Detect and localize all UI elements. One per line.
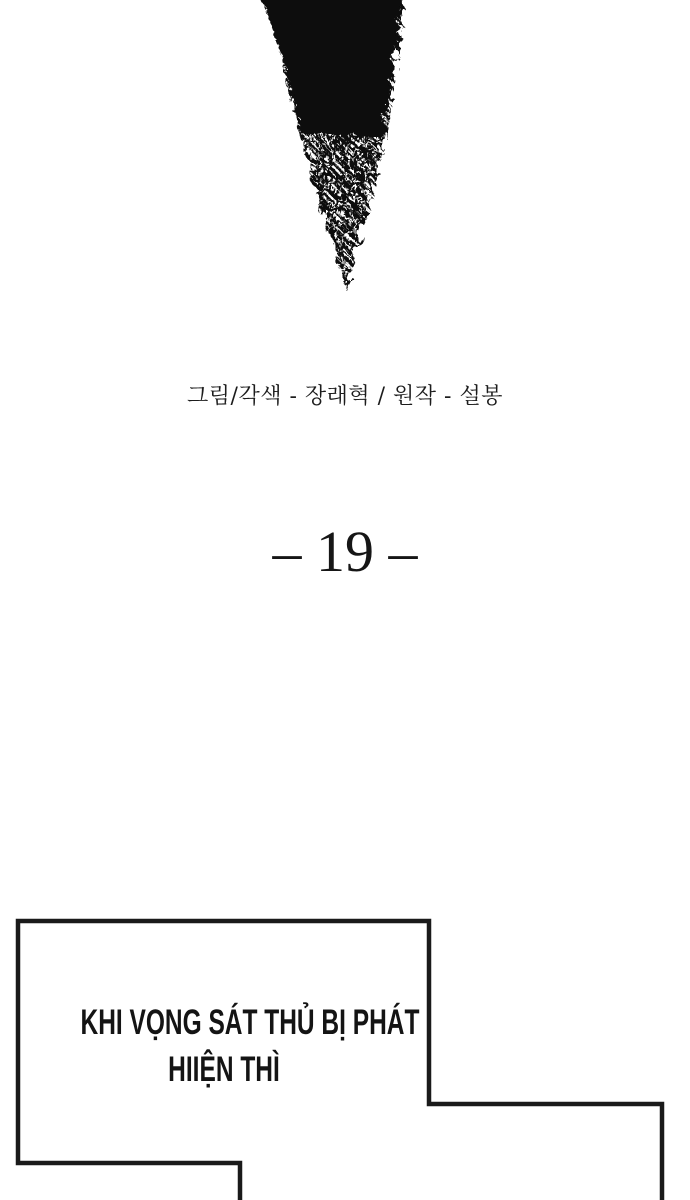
ink-stroke-solid-top <box>256 0 402 135</box>
credits-text: 그림/각색 - 장래혁 / 원작 - 설봉 <box>187 384 503 409</box>
caption-line-1: KHI VỌNG SÁT THỦ BỊ PHÁT <box>80 1003 420 1042</box>
chapter-number: – 19 – <box>272 519 418 584</box>
caption-line-2: HIIỆN THÌ <box>168 1050 280 1089</box>
caption-box <box>80 999 420 1093</box>
ink-brush-stroke <box>0 0 690 310</box>
